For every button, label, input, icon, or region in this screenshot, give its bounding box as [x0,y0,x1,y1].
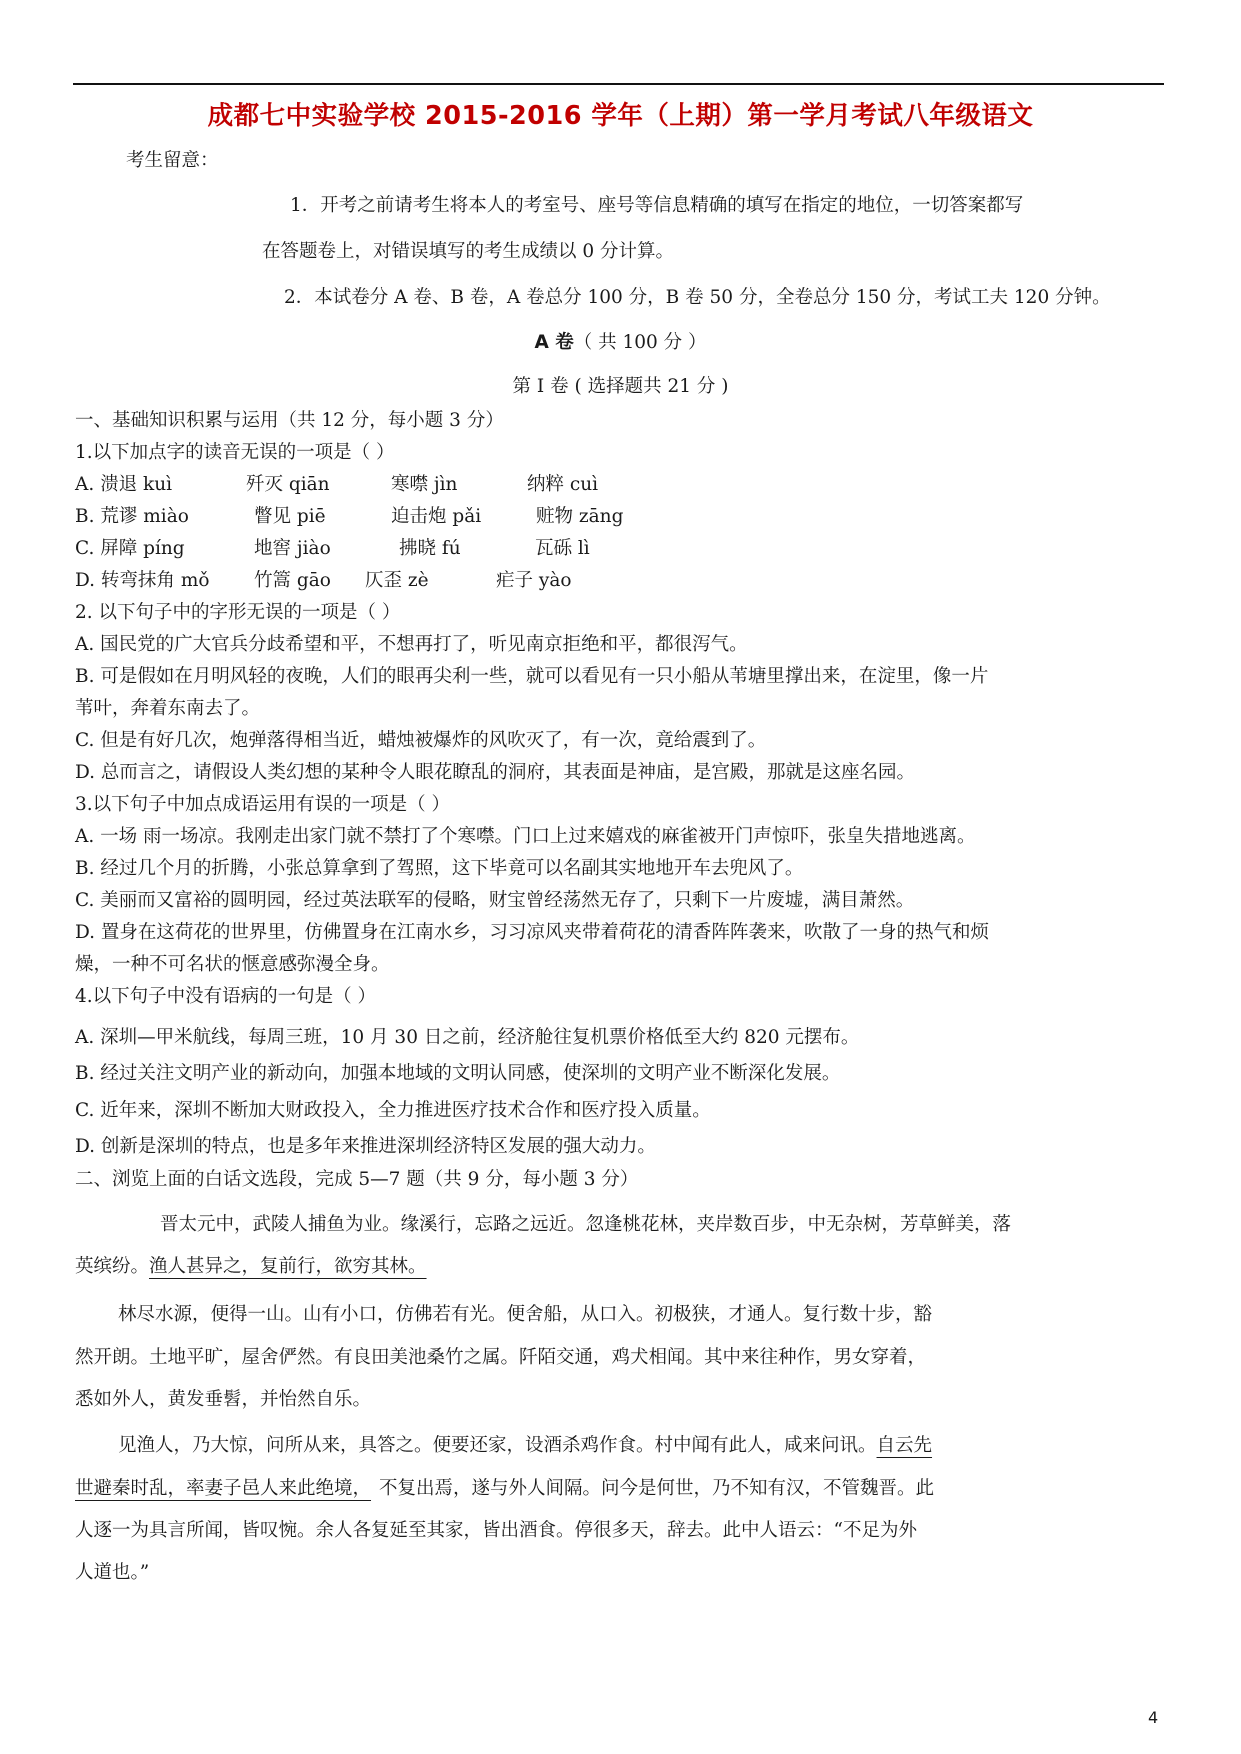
passage-p2-line1: 林尽水源，便得一山。山有小口，仿佛若有光。便舍船，从口入。初极狭，才通人。复行数十步，豁 [118,1304,933,1325]
q4-option-a: A. 深圳—甲米航线，每周三班，10 月 30 日之前，经济舱往复机票价格低至大约 820 元摆布。 [75,1027,860,1048]
section-a-points: （ 共 100 分 ） [573,332,707,353]
passage-p3-line3: 人逐一为具言所闻，皆叹惋。余人各复延至其家，皆出酒食。停很多天，辞去。此中人语云：“不足为外 [75,1520,917,1541]
q1-a-3: 寒噤 jìn [391,474,458,495]
passage-p3-underlined: 世避秦时乱，率妻子邑人来此绝境， [75,1478,372,1499]
q2-option-b-cont: 苇叶，奔着东南去了。 [75,698,261,719]
passage-p3-underlined-start: 自云先 [876,1435,933,1456]
passage-p1-line1: 晋太元中，武陵人捕鱼为业。缘溪行，忘路之远近。忽逢桃花林，夹岸数百步，中无杂树，芳草鲜美，落 [160,1214,1012,1235]
q1-c-2: 地窖 jiào [254,538,331,559]
q1-option-c [75,540,590,559]
q1-option-d [75,572,572,591]
q3-option-d: D. 置身在这荷花的世界里，仿佛置身在江南水乡，习习凉风夹带着荷花的清香阵阵袭来，吹散了一身的热气和烦 [75,922,989,943]
q1-b-4: 赃物 zāng [536,506,624,527]
page-number: 4 [1148,1708,1159,1727]
q3-stem: 3.以下句子中加点成语运用有误的一项是（ ） [75,794,451,815]
q2-option-d: D. 总而言之，请假设人类幻想的某种令人眼花瞭乱的洞府，其表面是神庙，是宫殿，那就是这座名园。 [75,762,915,783]
q1-option-a [75,476,598,495]
q1-b-3: 迫击炮 pǎi [391,506,482,527]
passage-p1-line2 [75,1258,427,1277]
q1-option-b [75,508,623,527]
q1-b-2: 瞥见 piē [254,506,326,527]
passage-p2-line2: 然开朗。土地平旷，屋舍俨然。有良田美池桑竹之属。阡陌交通，鸡犬相闻。其中来往种作，男女穿着， [75,1347,927,1368]
q3-option-a: A. 一场 雨一场凉。我刚走出家门就不禁打了个寒噤。门口上过来嬉戏的麻雀被开门声惊吓，张皇失措地逃离。 [75,826,976,847]
q1-d-1: D. 转弯抹角 mǒ [75,570,210,591]
notice-item-2: 2．本试卷分 A 卷、B 卷，A 卷总分 100 分，B 卷 50 分，全卷总分 150 分，考试工夫 120 分钟。 [284,287,1111,308]
passage-p3-line2 [75,1480,934,1499]
section-a-heading [0,334,1241,353]
section-two-heading: 二、浏览上面的白话文选段，完成 5—7 题（共 9 分，每小题 3 分） [75,1169,639,1190]
passage-p3-line4: 人道也。” [75,1562,150,1583]
q4-option-d: D. 创新是深圳的特点，也是多年来推进深圳经济特区发展的强大动力。 [75,1136,656,1157]
q1-d-2: 竹篙 gāo [254,570,331,591]
q4-stem: 4.以下句子中没有语病的一句是（ ） [75,986,377,1007]
q3-option-b: B. 经过几个月的折腾，小张总算拿到了驾照，这下毕竟可以名副其实地地开车去兜风了。 [75,858,804,879]
q2-option-c: C. 但是有好几次，炮弹落得相当近，蜡烛被爆炸的风吹灭了，有一次，竟给震到了。 [75,730,767,751]
exam-title: 成都七中实验学校 2015-2016 学年（上期）第一学月考试八年级语文 [207,101,1034,131]
q1-a-4: 纳粹 cuì [527,474,599,495]
section-one-heading: 一、基础知识积累与运用（共 12 分，每小题 3 分） [75,410,504,431]
q3-option-d-cont: 燥，一种不可名状的惬意感弥漫全身。 [75,954,390,975]
passage-p1-text: 英缤纷。 [75,1256,150,1277]
part-one-heading: 第 I 卷 ( 选择题共 21 分 ) [512,376,729,397]
notice-heading: 考生留意： [126,150,219,171]
passage-p3-text: 见渔人，乃大惊，问所从来，具答之。便要还家，设酒杀鸡作食。村中闻有此人，咸来问讯。 [118,1435,877,1456]
q3-option-c: C. 美丽而又富裕的圆明园，经过英法联军的侵略，财宝曾经荡然无存了，只剩下一片废墟，满目萧然。 [75,890,915,911]
q1-a-1: A. 溃退 kuì [75,474,173,495]
q2-stem: 2. 以下句子中的字形无误的一项是（ ） [75,602,401,623]
q1-c-4: 瓦砾 lì [535,538,590,559]
q1-d-4: 疟子 yào [496,570,572,591]
passage-p3-line1 [118,1437,932,1456]
header-rule [73,83,1164,85]
q1-a-2: 歼灭 qiān [246,474,330,495]
q2-option-a: A. 国民党的广大官兵分歧希望和平，不想再打了，听见南京拒绝和平，都很泻气。 [75,634,748,655]
section-a-label: A 卷 [534,332,574,353]
q4-option-c: C. 近年来，深圳不断加大财政投入，全力推进医疗技术合作和医疗投入质量。 [75,1100,711,1121]
notice-item-1: 1．开考之前请考生将本人的考室号、座号等信息精确的填写在指定的地位，一切答案都写 [290,195,1024,216]
passage-p1-underlined: 渔人甚异之，复前行，欲穷其林。 [149,1256,427,1277]
q1-b-1: B. 荒谬 miào [75,506,189,527]
passage-p2-line3: 悉如外人，黄发垂髫，并怡然自乐。 [75,1389,372,1410]
q1-c-3: 拂晓 fú [399,538,461,559]
q2-option-b: B. 可是假如在月明风轻的夜晚，人们的眼再尖利一些，就可以看见有一只小船从苇塘里撑出来，在淀里，像一片 [75,666,989,687]
q4-option-b: B. 经过关注文明产业的新动向，加强本地域的文明认同感，使深圳的文明产业不断深化发展。 [75,1063,841,1084]
q1-c-1: C. 屏障 píng [75,538,185,559]
q1-d-3: 仄歪 zè [365,570,429,591]
passage-p3-text-cont: 不复出焉，遂与外人间隔。问今是何世，乃不知有汉，不管魏晋。此 [379,1478,935,1499]
q1-stem: 1.以下加点字的读音无误的一项是（ ） [75,442,395,463]
notice-item-1-cont: 在答题卷上，对错误填写的考生成绩以 0 分计算。 [262,241,675,262]
